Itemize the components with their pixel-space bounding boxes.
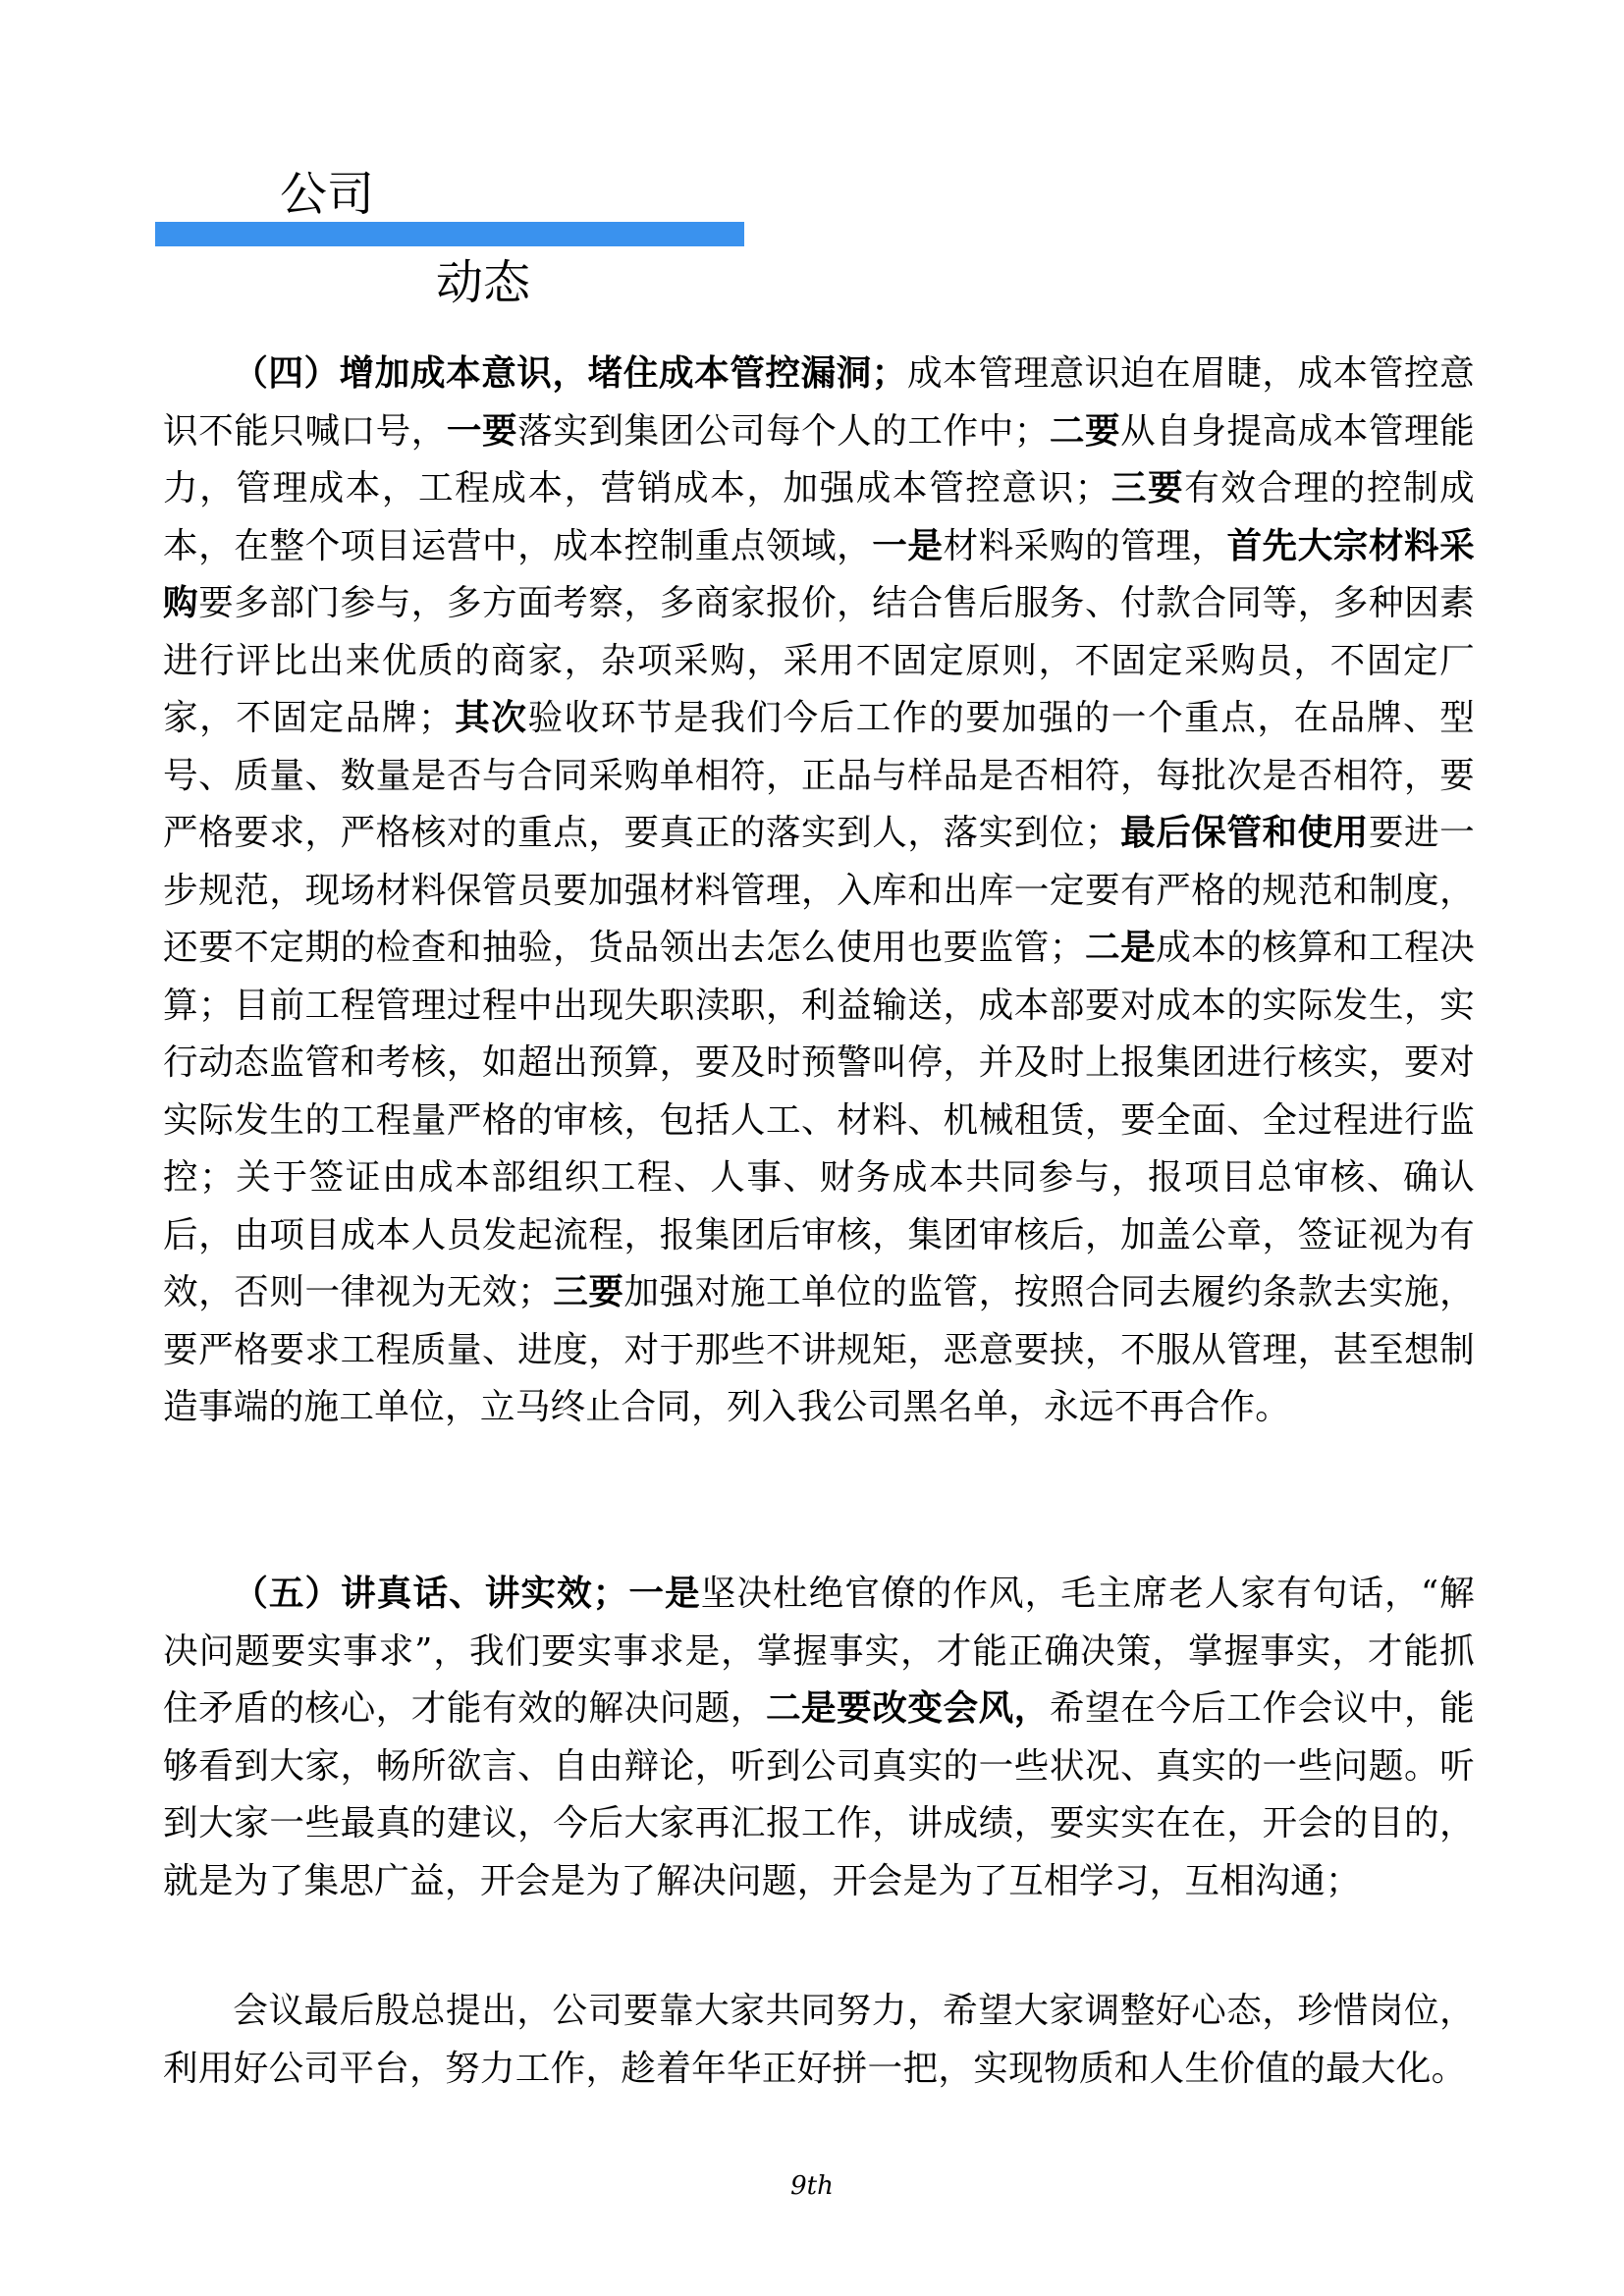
section-title-line2: 动态	[436, 255, 531, 310]
paragraph-text: 要进一步规范，现场材料保管员要加强材料管理，入库和出库一定要有严格的规范和制度，还要不定期的检查和抽验，货品领出去怎么使用也要监管；	[163, 813, 1475, 968]
paragraph-text: 希望在今后工作会议中，能够看到大家，畅所欲言、自由辩论，听到公司真实的一些状况、真实的一些问题。听到大家一些最真的建议，今后大家再汇报工作，讲成绩，要实实在在，开会的目的，就是为了集思广益，开会是为了解决问题，开会是为了互相学习，互相沟通；	[163, 1688, 1475, 1901]
paragraph-text: 从自身提高成本管理能力，管理成本，工程成本，营销成本，加强成本管控意识；	[163, 410, 1476, 508]
emphasis-text: 二要	[1049, 410, 1121, 452]
page-number: 9th	[790, 2171, 834, 2201]
emphasis-text: 一是	[872, 525, 944, 566]
body-paragraph	[163, 1566, 1475, 1910]
paragraph-text: 加强对施工单位的监管，按照合同去履约条款去实施，要严格要求工程质量、进度，对于那些不讲规矩，恶意要挟，不服从管理，甚至想制造事端的施工单位，立马终止合同，列入我公司黑名单，永远不再合作。	[163, 1272, 1475, 1427]
paragraph-text: 成本的核算和工程决算；目前工程管理过程中出现失职渎职，利益输送，成本部要对成本的实际发生，实行动态监管和考核，如超出预算，要及时预警叫停，并及时上报集团进行核实，要对实际发生的工程量严格的审核，包括人工、材料、机械租赁，要全面、全过程进行监控；关于签证由成本部组织工程、人事、财务成本共同参与，报项目总审核、确认后，由项目成本人员发起流程，报集团后审核，集团审核后，加盖公章，签证视为有效，否则一律视为无效；	[163, 928, 1475, 1312]
emphasis-text: 一是	[627, 1574, 701, 1614]
emphasis-text: （五）讲真话、讲实效；	[233, 1574, 628, 1614]
emphasis-text: 三要	[1110, 468, 1185, 508]
paragraph-text: 要多部门参与，多方面考察，多商家报价，结合售后服务、付款合同等，多种因素进行评比出来优质的商家，杂项采购，采用不固定原则，不固定采购员，不固定厂家，不固定品牌；	[163, 583, 1475, 738]
emphasis-text: 二是	[1084, 928, 1157, 968]
emphasis-text: 首先大宗材料采购	[163, 525, 1475, 623]
section-title-bar	[155, 222, 744, 246]
emphasis-text: 三要	[553, 1272, 624, 1312]
body-paragraph	[163, 1983, 1475, 2098]
emphasis-text: 最后保管和使用	[1119, 813, 1369, 853]
paragraph-text: 落实到集团公司每个人的工作中；	[517, 410, 1050, 452]
paragraph-text: 材料采购的管理，	[943, 525, 1227, 566]
paragraph-text: 会议最后殷总提出，公司要靠大家共同努力，希望大家调整好心态，珍惜岗位，利用好公司平台，努力工作，趁着年华正好拼一把，实现物质和人生价值的最大化。	[163, 1991, 1475, 2089]
emphasis-text: （四）增加成本意识，堵住成本管控漏洞；	[233, 353, 907, 394]
section-title-line1: 公司	[280, 167, 375, 222]
paragraph-text: 成本管理意识迫在眉睫，成本管控意识不能只喊口号，	[163, 353, 1475, 452]
emphasis-text: 二是要改变会风，	[765, 1688, 1050, 1729]
body-paragraph	[163, 346, 1475, 1437]
emphasis-text: 其次	[453, 698, 528, 738]
paragraph-text: 有效合理的控制成本，在整个项目运营中，成本控制重点领域，	[163, 468, 1475, 566]
paragraph-text: 坚决杜绝官僚的作风，毛主席老人家有句话，“解决问题要实事求”，我们要实事求是，掌握事实，才能正确决策，掌握事实，才能抓住矛盾的核心，才能有效的解决问题，	[163, 1574, 1475, 1729]
emphasis-text: 一要	[446, 410, 518, 452]
paragraph-text: 验收环节是我们今后工作的要加强的一个重点，在品牌、型号、质量、数量是否与合同采购单相符，正品与样品是否相符，每批次是否相符，要严格要求，严格核对的重点，要真正的落实到人，落实到位；	[163, 698, 1475, 853]
